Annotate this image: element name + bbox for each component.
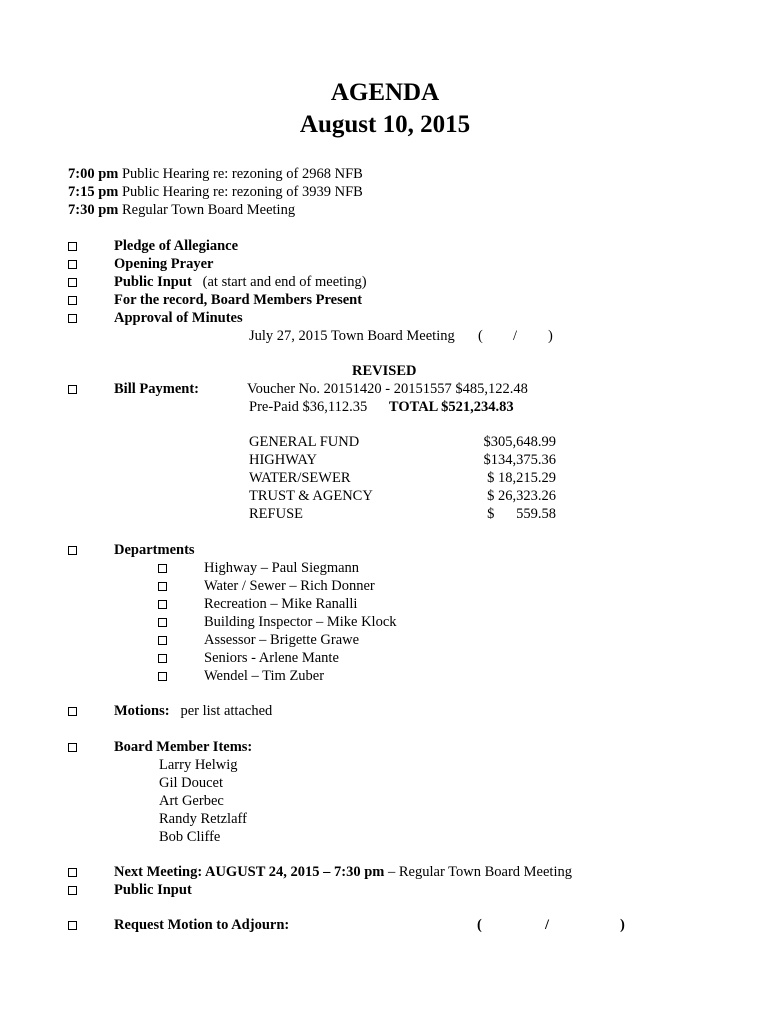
fund-amount: $305,648.99	[483, 434, 556, 450]
item-public-input	[114, 273, 367, 291]
schedule-text: Public Hearing re: rezoning of 2968 NFB	[121, 166, 363, 182]
schedule-time: 7:30 pm	[68, 202, 119, 218]
board-member: Larry Helwig	[159, 757, 238, 773]
total-amount: TOTAL $521,234.83	[388, 399, 514, 415]
checkbox-icon[interactable]	[68, 385, 77, 394]
item-minutes: Approval of Minutes	[114, 310, 243, 326]
board-items-label: Board Member Items:	[114, 739, 253, 755]
board-member: Art Gerbec	[159, 793, 224, 809]
fund-name: HIGHWAY	[249, 452, 317, 468]
board-member: Bob Cliffe	[159, 829, 221, 845]
minutes-paren-close: )	[548, 328, 553, 344]
checkbox-icon[interactable]	[158, 672, 167, 681]
checkbox-icon[interactable]	[158, 582, 167, 591]
board-member: Randy Retzlaff	[159, 811, 247, 827]
motions-row	[114, 702, 272, 720]
checkbox-icon[interactable]	[68, 242, 77, 251]
department-item: Building Inspector – Mike Klock	[204, 614, 397, 630]
fund-name: WATER/SEWER	[249, 470, 351, 486]
department-item: Recreation – Mike Ranalli	[204, 596, 358, 612]
departments-label: Departments	[114, 542, 195, 558]
schedule-row	[68, 165, 363, 183]
adjourn-paren-open: (	[477, 917, 482, 933]
schedule-time: 7:15 pm	[68, 184, 119, 200]
checkbox-icon[interactable]	[158, 600, 167, 609]
item-pledge: Pledge of Allegiance	[114, 238, 239, 254]
checkbox-icon[interactable]	[68, 546, 77, 555]
schedule-time: 7:00 pm	[68, 166, 119, 182]
agenda-date: August 10, 2015	[299, 111, 471, 138]
next-meeting-row	[114, 863, 572, 881]
next-meeting-label: Next Meeting: AUGUST 24, 2015 – 7:30 pm	[114, 864, 385, 880]
fund-name: REFUSE	[249, 506, 303, 522]
checkbox-icon[interactable]	[158, 618, 167, 627]
prepaid-amount: Pre-Paid $36,112.35	[249, 399, 368, 415]
schedule-row	[68, 201, 295, 219]
next-meeting-text: – Regular Town Board Meeting	[388, 864, 572, 880]
public-input-end: Public Input	[114, 882, 192, 898]
board-member: Gil Doucet	[159, 775, 224, 791]
schedule-text: Regular Town Board Meeting	[121, 202, 296, 218]
public-input-note: (at start and end of meeting)	[202, 274, 367, 290]
bill-payment-label: Bill Payment:	[114, 381, 199, 397]
voucher-line: Voucher No. 20151420 - 20151557 $485,122.48	[247, 381, 528, 397]
checkbox-icon[interactable]	[68, 886, 77, 895]
checkbox-icon[interactable]	[68, 296, 77, 305]
adjourn-label: Request Motion to Adjourn:	[114, 917, 290, 933]
fund-name: GENERAL FUND	[249, 434, 360, 450]
adjourn-paren-close: )	[620, 917, 625, 933]
fund-amount: $ 18,215.29	[487, 470, 556, 486]
revised-label: REVISED	[352, 363, 417, 379]
fund-amount: $ 559.58	[487, 506, 556, 522]
fund-amount: $134,375.36	[483, 452, 556, 468]
schedule-text: Public Hearing re: rezoning of 3939 NFB	[121, 184, 363, 200]
minutes-paren-open: (	[478, 328, 483, 344]
motions-text: per list attached	[180, 703, 273, 719]
checkbox-icon[interactable]	[68, 921, 77, 930]
checkbox-icon[interactable]	[68, 278, 77, 287]
checkbox-icon[interactable]	[158, 654, 167, 663]
agenda-title: AGENDA	[330, 79, 440, 106]
checkbox-icon[interactable]	[158, 564, 167, 573]
adjourn-slash: /	[545, 917, 550, 933]
department-item: Assessor – Brigette Grawe	[204, 632, 360, 648]
fund-amount: $ 26,323.26	[487, 488, 556, 504]
item-for-record: For the record, Board Members Present	[114, 292, 363, 308]
department-item: Water / Sewer – Rich Donner	[204, 578, 375, 594]
public-input-label: Public Input	[114, 274, 192, 290]
schedule-row	[68, 183, 363, 201]
checkbox-icon[interactable]	[68, 707, 77, 716]
motions-label: Motions:	[114, 703, 170, 719]
checkbox-icon[interactable]	[68, 260, 77, 269]
minutes-detail: July 27, 2015 Town Board Meeting	[249, 328, 455, 344]
item-prayer: Opening Prayer	[114, 256, 214, 272]
department-item: Highway – Paul Siegmann	[204, 560, 360, 576]
fund-name: TRUST & AGENCY	[249, 488, 373, 504]
checkbox-icon[interactable]	[68, 314, 77, 323]
department-item: Seniors - Arlene Mante	[204, 650, 339, 666]
minutes-slash: /	[513, 328, 518, 344]
checkbox-icon[interactable]	[158, 636, 167, 645]
department-item: Wendel – Tim Zuber	[204, 668, 325, 684]
checkbox-icon[interactable]	[68, 868, 77, 877]
prepaid-line	[249, 398, 514, 416]
checkbox-icon[interactable]	[68, 743, 77, 752]
